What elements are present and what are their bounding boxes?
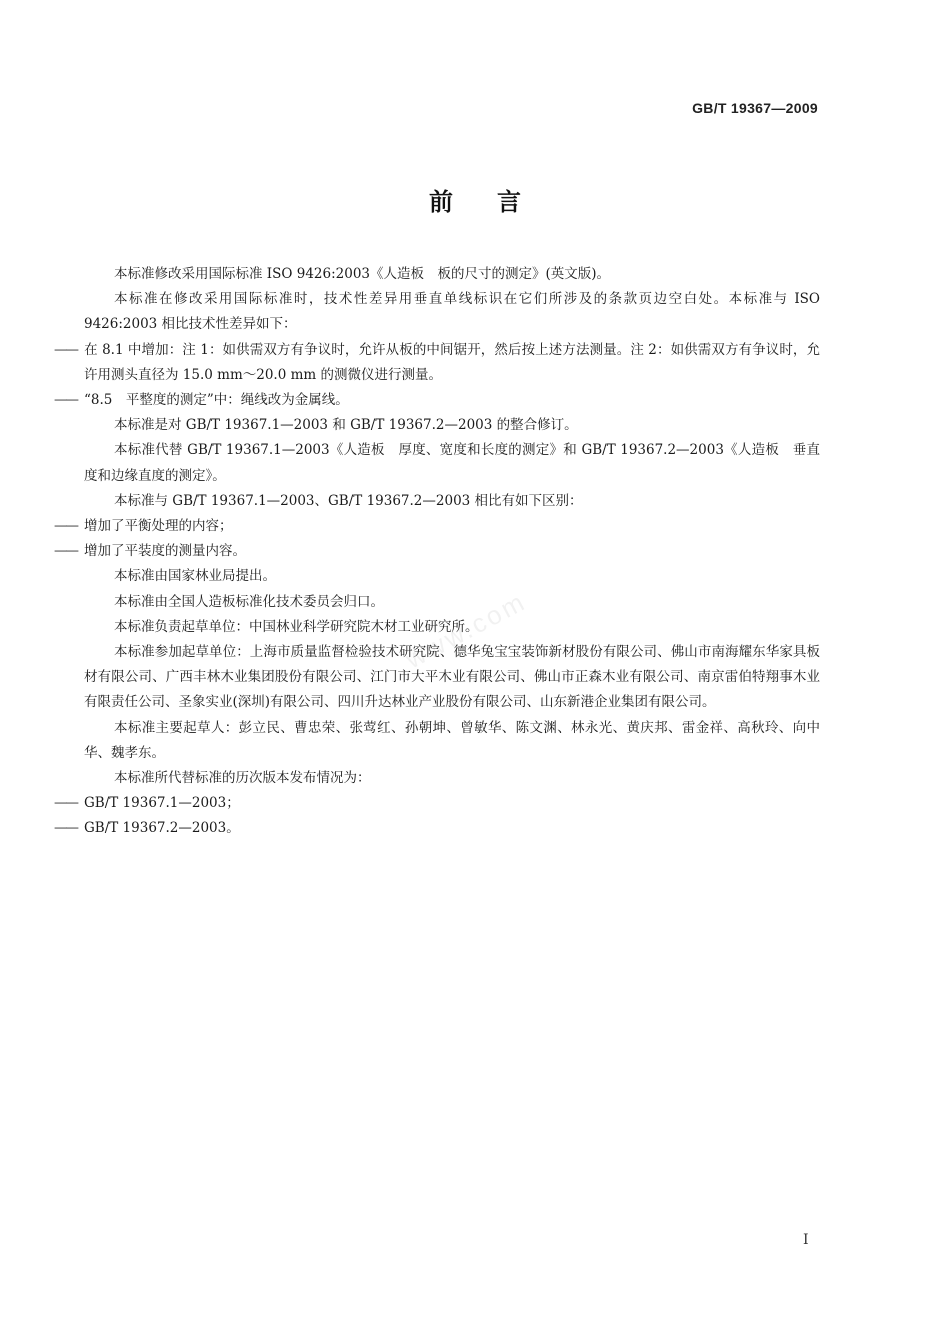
list-item-text: “8.5 平整度的测定”中：绳线改为金属线。 <box>84 392 349 409</box>
page-title: 前言 <box>429 188 565 216</box>
em-dash: —— <box>54 518 77 535</box>
list-item-text: 增加了平衡处理的内容； <box>84 518 233 535</box>
paragraph-text: 本标准代替 GB/T 19367.1—2003《人造板 厚度、宽度和长度的测定》和 GB/T 19367.2—2003《人造板 垂直度和边缘直度的测定》。 <box>84 442 820 484</box>
list-item-text: 在 8.1 中增加：注 1：如供需双方有争议时，允许从板的中间锯开，然后按上述方法测量。注 2：如供需双方有争议时，允许用测头直径为 15.0 mm～20.0 mm 的测微仪进行测量。 <box>84 341 820 383</box>
paragraph <box>84 590 820 615</box>
dash-list-item <box>54 338 820 388</box>
paragraph <box>84 489 820 514</box>
paragraph-text: 本标准修改采用国际标准 ISO 9426:2003《人造板 板的尺寸的测定》(英文版)。 <box>114 266 611 282</box>
paragraph <box>84 564 820 589</box>
paragraph-text: 本标准负责起草单位：中国林业科学研究院木材工业研究所。 <box>114 618 479 635</box>
paragraph-text: 本标准与 GB/T 19367.1—2003、GB/T 19367.2—2003 相比有如下区别： <box>114 492 583 509</box>
em-dash: —— <box>54 341 77 358</box>
page-number: I <box>803 1232 809 1248</box>
dash-list-item <box>54 791 820 816</box>
em-dash: —— <box>54 795 77 812</box>
em-dash: —— <box>54 392 77 409</box>
paragraph-text: 本标准参加起草单位：上海市质量监督检验技术研究院、德华兔宝宝装饰新材股份有限公司、佛山市南海耀东华家具板材有限公司、广西丰林木业集团股份有限公司、江门市大平木业有限公司、佛山市正森木业有限公司、南京雷伯特翔事木业有限责任公司、圣象实业(深圳)有限公司、四川升达林业产业股份有限公司、山东新港企业集团有限公司。 <box>84 644 820 711</box>
paragraph <box>84 766 820 791</box>
paragraph-text: 本标准由全国人造板标准化技术委员会归口。 <box>114 593 384 610</box>
standard-code: GB/T 19367—2009 <box>692 100 818 116</box>
foreword-body <box>54 262 820 842</box>
list-item-text: GB/T 19367.1—2003； <box>84 795 240 812</box>
paragraph-text: 本标准是对 GB/T 19367.1—2003 和 GB/T 19367.2—2003 的整合修订。 <box>114 417 578 434</box>
dash-list-item <box>54 816 820 841</box>
paragraph <box>84 716 820 766</box>
paragraph <box>84 413 820 438</box>
paragraph <box>84 262 820 287</box>
paragraph-text: 本标准由国家林业局提出。 <box>114 568 276 585</box>
list-item-text: GB/T 19367.2—2003。 <box>84 820 240 837</box>
dash-list-item <box>54 514 820 539</box>
list-item-text: 增加了平装度的测量内容。 <box>84 543 246 560</box>
paragraph-text: 本标准主要起草人：彭立民、曹忠荣、张莺红、孙朝坤、曾敏华、陈文渊、林永光、黄庆邦、雷金祥、高秋玲、向中华、魏孝东。 <box>84 719 820 761</box>
dash-list-item <box>54 388 820 413</box>
paragraph-text: 本标准所代替标准的历次版本发布情况为： <box>114 770 371 787</box>
paragraph <box>84 287 820 337</box>
dash-list-item <box>54 539 820 564</box>
paragraph <box>84 438 820 488</box>
watermark: www.com <box>400 585 532 675</box>
em-dash: —— <box>54 543 77 560</box>
em-dash: —— <box>54 820 77 837</box>
paragraph-text: 本标准在修改采用国际标准时，技术性差异用垂直单线标识在它们所涉及的条款页边空白处。本标准与 ISO 9426:2003 相比技术性差异如下： <box>84 291 820 333</box>
